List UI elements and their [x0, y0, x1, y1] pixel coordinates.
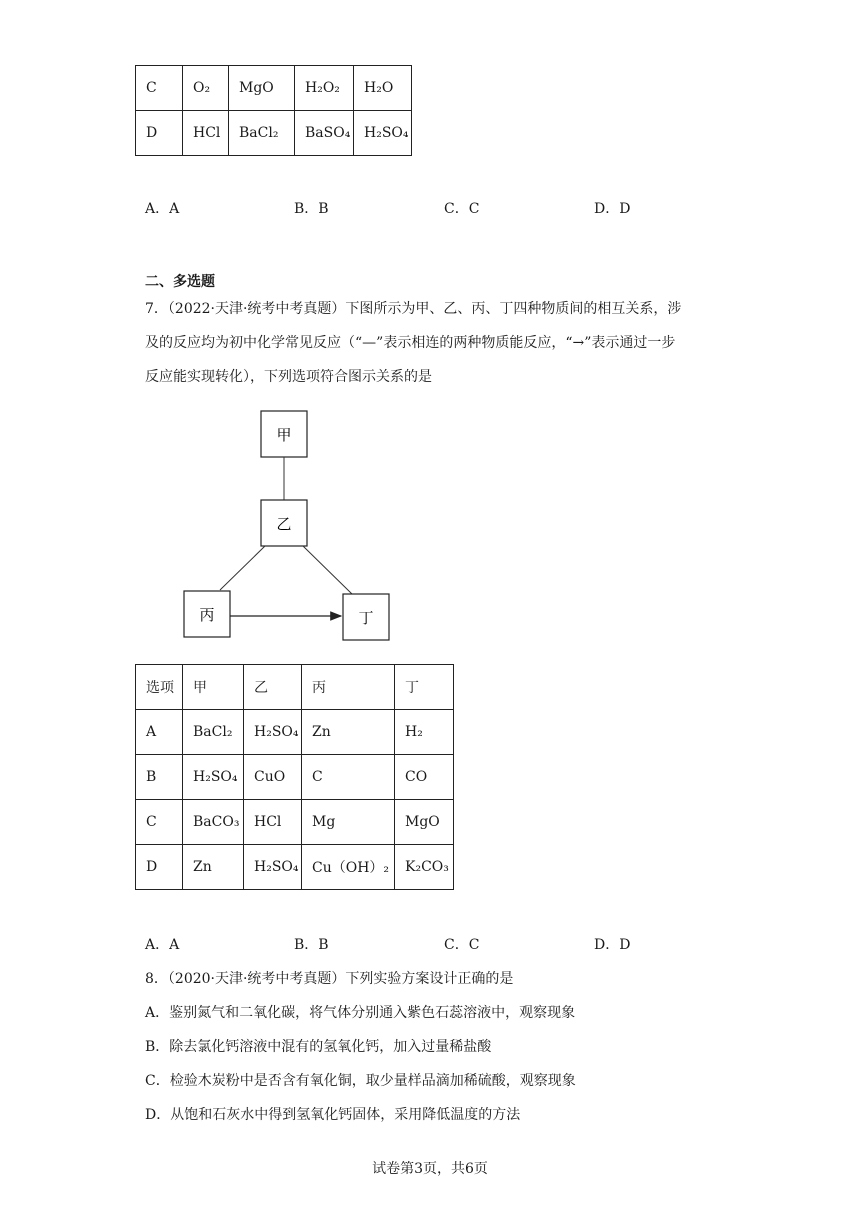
table-cell: Mg	[302, 800, 395, 845]
table-header-cell: 选项	[136, 665, 183, 710]
label-yi: 乙	[276, 515, 292, 533]
q6-option-d: D．D	[594, 201, 631, 217]
q8-option-d: D．从饱和石灰水中得到氢氧化钙固体，采用降低温度的方法	[145, 1107, 521, 1123]
q7-option-b: B．B	[294, 937, 329, 953]
table-row	[136, 66, 412, 111]
table-header-cell: 甲	[183, 665, 244, 710]
table-row	[136, 800, 454, 845]
q7-option-a: A．A	[145, 937, 180, 953]
q6-option-b: B．B	[294, 201, 329, 217]
box-ding	[343, 594, 389, 640]
table-cell: H₂SO₄	[183, 755, 244, 800]
label-ding: 丁	[358, 609, 374, 627]
q7-stem-line-1: 7．（2022·天津·统考中考真题）下图所示为甲、乙、丙、丁四种物质间的相互关系，涉	[145, 301, 682, 317]
table-cell: H₂O₂	[295, 66, 354, 111]
table-cell: BaCl₂	[229, 111, 295, 156]
table-cell: O₂	[183, 66, 229, 111]
table-cell: Zn	[302, 710, 395, 755]
box-yi	[261, 500, 307, 546]
table-header-row	[136, 665, 454, 710]
q8-option-a: A．鉴别氮气和二氧化碳，将气体分别通入紫色石蕊溶液中，观察现象	[145, 1005, 576, 1021]
table-header-cell: 丁	[395, 665, 454, 710]
table-header-cell: 乙	[244, 665, 302, 710]
table-row	[136, 845, 454, 890]
relationship-diagram	[180, 405, 400, 645]
table-cell: H₂SO₄	[244, 845, 302, 890]
table-cell: D	[136, 111, 183, 156]
q7-options-table	[135, 664, 454, 890]
q7-stem-line-2: 及的反应均为初中化学常见反应（“—”表示相连的两种物质能反应，“→”表示通过一步	[145, 335, 676, 351]
q7-option-d: D．D	[594, 937, 631, 953]
q8-stem: 8．（2020·天津·统考中考真题）下列实验方案设计正确的是	[145, 971, 514, 987]
page-footer: 试卷第3页，共6页	[372, 1161, 488, 1177]
table-header-cell: 丙	[302, 665, 395, 710]
section-heading: 二、多选题	[145, 274, 215, 290]
table-cell: BaSO₄	[295, 111, 354, 156]
table-cell: MgO	[229, 66, 295, 111]
table-cell: BaCO₃	[183, 800, 244, 845]
table-cell: Zn	[183, 845, 244, 890]
table-cell: D	[136, 845, 183, 890]
q8-option-c: C．检验木炭粉中是否含有氧化铜，取少量样品滴加稀硫酸，观察现象	[145, 1073, 576, 1089]
q8-option-b: B．除去氯化钙溶液中混有的氢氧化钙，加入过量稀盐酸	[145, 1039, 492, 1055]
table-cell: C	[136, 66, 183, 111]
table-cell: MgO	[395, 800, 454, 845]
table-cell: HCl	[183, 111, 229, 156]
label-jia: 甲	[276, 426, 292, 444]
table-cell: HCl	[244, 800, 302, 845]
box-bing	[184, 591, 230, 637]
q7-option-c: C．C	[444, 937, 480, 953]
table-cell: H₂O	[354, 66, 412, 111]
q6-option-a: A．A	[145, 201, 180, 217]
table-cell: K₂CO₃	[395, 845, 454, 890]
q6-option-c: C．C	[444, 201, 480, 217]
table-cell: H₂SO₄	[354, 111, 412, 156]
table-cell: BaCl₂	[183, 710, 244, 755]
table-cell: H₂	[395, 710, 454, 755]
table-row	[136, 755, 454, 800]
table-cell: H₂SO₄	[244, 710, 302, 755]
link-yi-ding	[303, 546, 352, 594]
table-cell: Cu（OH）₂	[302, 845, 395, 890]
link-yi-bing	[220, 546, 265, 590]
options-table-continued	[135, 65, 412, 156]
table-cell: C	[136, 800, 183, 845]
table-cell: B	[136, 755, 183, 800]
table-row	[136, 111, 412, 156]
q7-stem-line-3: 反应能实现转化），下列选项符合图示关系的是	[145, 369, 432, 385]
table-cell: CO	[395, 755, 454, 800]
table-cell: CuO	[244, 755, 302, 800]
label-bing: 丙	[199, 606, 215, 624]
table-cell: A	[136, 710, 183, 755]
table-row	[136, 710, 454, 755]
table-cell: C	[302, 755, 395, 800]
box-jia	[261, 411, 307, 457]
